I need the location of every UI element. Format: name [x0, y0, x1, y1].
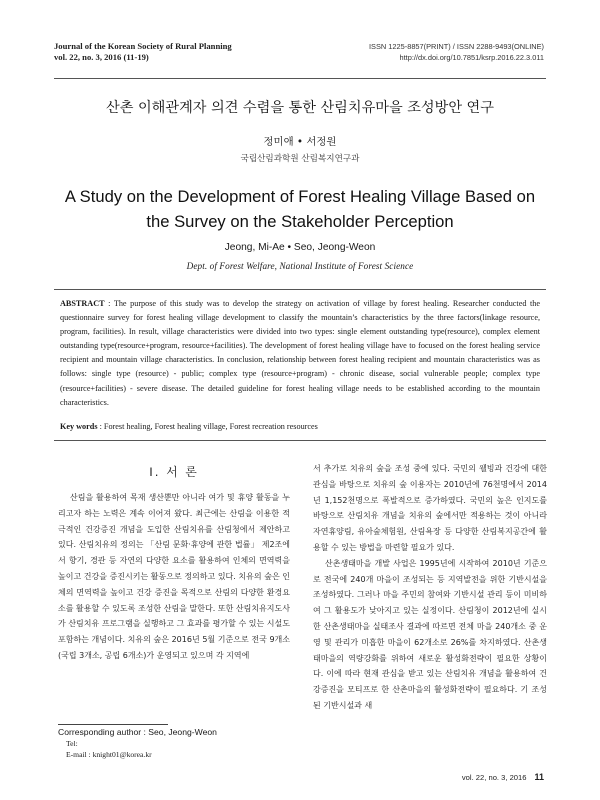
title-english: [54, 184, 546, 234]
body-paragraph: 서 추가로 치유의 숲을 조성 중에 있다. 국민의 웰빙과 건강에 대한 관심을 바탕으로 치유의 숲 이용자는 2010년에 76천명에서 2014년 1,152천명으로 폭발적으로 증가하였다. 국민의 높은 인지도를 바탕으로 산림치유 개념을 치유의 숲에서만 적용하는 것이 아니라 자연휴양림, 유아숲체험원, 산림욕장 등 다양한 산림복지공간에 활용할 수 있는 방법을 마련할 필요가 있다.: [313, 464, 547, 552]
body-column-right: [313, 461, 547, 714]
issn-header: [369, 41, 544, 63]
affiliation-english: Dept. of Forest Welfare, National Institute of Forest Science: [186, 261, 414, 271]
corresponding-author: Corresponding author : Seo, Jeong-Weon: [58, 727, 217, 737]
keywords: [60, 421, 540, 433]
doi-link[interactable]: http://dx.doi.org/10.7851/ksrp.2016.22.3.011: [399, 53, 544, 62]
affiliation-korean: 국립산림과학원 산림복지연구과: [240, 154, 360, 164]
header-divider: [54, 78, 546, 79]
abstract-top-divider: [54, 289, 546, 290]
body-column-left: [58, 462, 290, 664]
body-paragraph: 산촌생태마을 개발 사업은 1995년에 시작하여 2010년 기준으로 전국에 240개 마을이 조성되는 등 지역발전을 위한 기반시설을 조성하였다. 그러나 마을 주민의 참여와 기반시설 관리 등이 미비하여 그 활용도가 낮아지고 있는 실정이다. 산림청이 2012년에 실시한 산촌생태마을 실태조사 결과에 따르면 전체 마을 240개소 중 운영 및 관리가 미흡한 마을이 62개소로 26%를 차지하였다. 산촌생태마을의 역량강화를 위하여 새로운 활성화전략이 필요한 상황이다. 이에 따라 현재 관심을 받고 있는 산림치유 개념을 활용하여 건강증진을 모티프로 한 산촌마을의 활성화전략이 필요하다. 기 조성된 기반시설과 새: [313, 558, 547, 710]
title-korean: 산촌 이해관계자 의견 수렴을 통한 산림치유마을 조성방안 연구: [106, 100, 494, 116]
title-english-line1: A Study on the Development of Forest Healing Village Based on: [64, 187, 536, 206]
authors-korean: 정미애 • 서정원: [263, 136, 337, 148]
journal-header: [54, 41, 232, 63]
abstract-label: ABSTRACT: [60, 299, 105, 308]
keywords-text: : Forest healing, Forest healing village, Forest recreation resources: [97, 422, 318, 431]
abstract-bottom-divider: [54, 440, 546, 441]
authors-english: Jeong, Mi-Ae • Seo, Jeong-Weon: [224, 242, 376, 253]
footer-volume: vol. 22, no. 3, 2016: [461, 773, 527, 782]
abstract-text: : The purpose of this study was to develop the strategy on activation of village by forest healing. Researcher conducted the questionnaire survey for forest healing village development to classify the mountain’s characteristics by the three factors(linkage resource, program, facilities). In result, village characteristics were divided into two types: single element outstanding type(resource), complex element outstanding type(resource+program, resource+facilities). The development of forest healing village have to focused on the forest healing service recipient and mountain village characteristics. In conclusion, relationship between forest healing recipient and mountain characteristics was as follows: single type (resource) - public; complex type (resource+program) - chronic disease, social vulnerable people; complex type (resource+facilities) - severe disease. The detailed guideline for forest healing village needs to be established according to the mountain characteristics.: [60, 299, 540, 407]
page-footer: [462, 772, 544, 783]
body-paragraph: 산림을 활용하여 목재 생산뿐만 아니라 여가 및 휴양 활동을 누리고자 하는 노력은 계속 이어져 왔다. 최근에는 산림을 이용한 적극적인 건강증진 개념을 도입한 산림치유를 산림청에서 제안하고 있다. 산림치유의 정의는 「산림 문화·휴양에 관한 법률」 제2조에서 향기, 경관 등 자연의 다양한 요소를 활용하여 인체의 면역력을 높이고 건강을 증진시키는 활동으로 정의하고 있다. 치유의 숲은 인체의 면역력을 높이고 건강 증진을 목적으로 산림의 다양한 환경요소를 활용할 수 있도록 조성한 산림을 말한다. 또한 산림치유지도사가 산림치유 프로그램을 실행하고 그 효과를 평가할 수 있는 시설도 포함하는 개념이다. 치유의 숲은 2016년 5월 기준으로 전국 9개소(국립 3개소, 공립 6개소)가 운영되고 있으며 각 지역에: [58, 493, 290, 660]
footnote-tel: Tel:: [66, 739, 78, 748]
title-english-line2: the Survey on the Stakeholder Perception: [146, 212, 454, 231]
abstract: [60, 297, 540, 410]
issn: ISSN 1225-8857(PRINT) / ISSN 2288-9493(ONLINE): [369, 42, 544, 51]
footnote: [58, 727, 217, 760]
journal-volume: vol. 22, no. 3, 2016 (11-19): [54, 52, 149, 62]
journal-name: Journal of the Korean Society of Rural Planning: [54, 41, 232, 51]
footnote-email: E-mail : knight01@korea.kr: [66, 750, 152, 759]
keywords-label: Key words: [60, 422, 98, 431]
section-heading: I. 서 론: [149, 465, 199, 479]
page-number: 11: [534, 772, 544, 782]
footnote-divider: [58, 724, 168, 725]
